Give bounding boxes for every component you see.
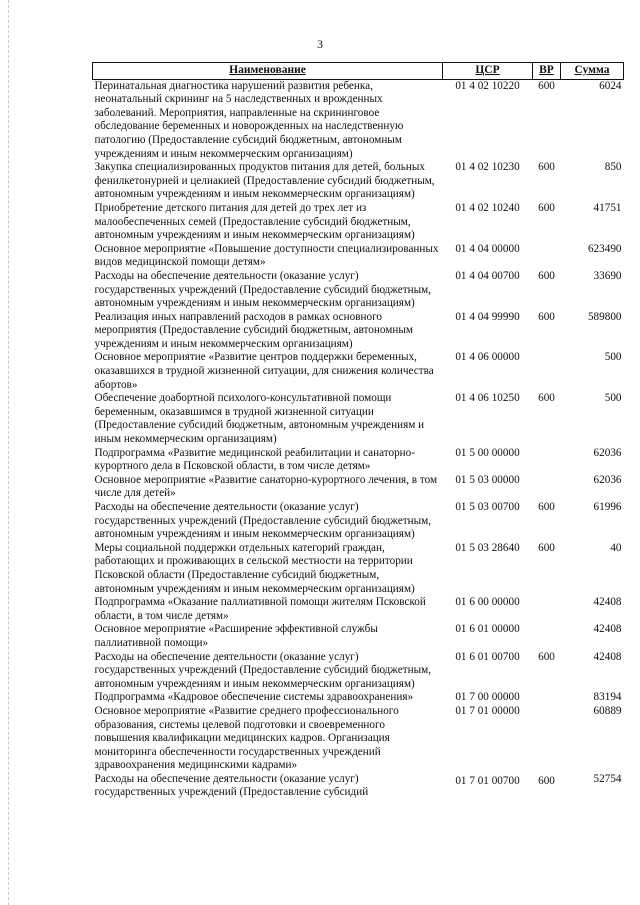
row-csr: 01 7 01 00000 bbox=[455, 704, 520, 717]
row-name: Реализация иных направлений расходов в рамках основного мероприятия (Предоставление субсидий бюджетным, автономным учреждениям и иным некоммерческим организациям) bbox=[94, 310, 413, 350]
row-vr bbox=[533, 243, 561, 270]
row-name: Меры социальной поддержки отдельных категорий граждан, работающих и проживающих в сельской местности на территории Псковской области (Предоставление субсидий бюджетным, автономным учреждениям и иным некоммерческим организациям) bbox=[94, 541, 415, 595]
table-row bbox=[93, 596, 624, 623]
row-name: Расходы на обеспечение деятельности (оказание услуг) государственных учреждений (Предоставление субсидий бюджетным, автономным учреждениям и иным некоммерческим организациям) bbox=[94, 269, 432, 310]
row-name: Основное мероприятие «Развитие центров поддержки беременных, оказавшихся в трудной жизненной ситуации, для снижения количества абортов» bbox=[94, 351, 434, 391]
header-name: Наименование bbox=[93, 63, 443, 80]
row-csr: 01 4 04 00700 bbox=[455, 269, 520, 282]
row-sum: 40 bbox=[610, 541, 622, 554]
table-row bbox=[93, 79, 624, 161]
table-body bbox=[93, 79, 624, 800]
table-row bbox=[93, 161, 624, 202]
row-csr: 01 5 00 00000 bbox=[455, 446, 520, 459]
row-vr bbox=[533, 474, 561, 501]
row-sum: 42408 bbox=[593, 623, 622, 636]
row-csr: 01 6 01 00700 bbox=[455, 650, 520, 663]
table-row bbox=[93, 623, 624, 650]
row-sum: 62036 bbox=[593, 446, 622, 459]
table-row bbox=[93, 311, 624, 352]
row-csr: 01 4 02 10230 bbox=[455, 161, 520, 174]
row-name: Основное мероприятие «Расширение эффективной службы паллиативной помощи» bbox=[94, 623, 378, 649]
row-vr: 600 bbox=[538, 392, 555, 405]
row-csr: 01 6 00 00000 bbox=[455, 596, 520, 609]
row-name: Перинатальная диагностика нарушений развития ребенка, неонатальный скрининг на 5 наследственных и врожденных заболеваний. Мероприятия, направленные на скрининговое обследование беременных и новорожденных на наследственную патологию (Предоставление субсидий бюджетным, автономным учреждениям и иным некоммерческим организациям) bbox=[94, 79, 404, 160]
row-sum: 52754 bbox=[593, 772, 622, 785]
table-row bbox=[93, 691, 624, 705]
row-name: Обеспечение доабортной психолого-консультативной помощи беременным, оказавшимся в трудной жизненной ситуации (Предоставление субсидий бюджетным, автономным учреждениям и иным некоммерческим организациям) bbox=[94, 392, 425, 446]
row-vr: 600 bbox=[538, 161, 555, 174]
row-vr: 600 bbox=[538, 79, 555, 92]
row-vr: 600 bbox=[538, 650, 555, 663]
row-vr: 600 bbox=[538, 774, 555, 787]
table-row bbox=[93, 351, 624, 392]
row-vr bbox=[533, 705, 561, 773]
row-csr: 01 4 02 10220 bbox=[455, 79, 520, 92]
table-row bbox=[93, 447, 624, 474]
row-sum: 850 bbox=[604, 161, 622, 174]
row-name: Подпрограмма «Развитие медицинской реабилитации и санаторно-курортного дела в Псковской области, в том числе детям» bbox=[94, 446, 415, 473]
row-sum: 62036 bbox=[593, 473, 622, 486]
row-sum: 42408 bbox=[593, 596, 622, 609]
row-name: Приобретение детского питания для детей до трех лет из малообеспеченных семей (Предоставление субсидий бюджетным, автономным учреждениям и иным некоммерческим организациям) bbox=[94, 201, 415, 242]
row-name: Расходы на обеспечение деятельности (оказание услуг) государственных учреждений (Предоставление субсидий bbox=[94, 772, 369, 799]
row-csr: 01 4 04 99990 bbox=[455, 310, 520, 323]
row-sum: 42408 bbox=[593, 650, 622, 663]
row-vr: 600 bbox=[538, 541, 555, 554]
table-row bbox=[93, 270, 624, 311]
row-name: Основное мероприятие «Развитие среднего профессионального образования, системы целевой подготовки и своевременного повышения квалификации медицинских кадров. Организация мониторинга обеспеченности государственных учреждений здравоохранения медицинскими кадрами» bbox=[94, 704, 399, 772]
row-csr: 01 4 06 00000 bbox=[455, 351, 520, 364]
table-row bbox=[93, 474, 624, 501]
row-name: Основное мероприятие «Повышение доступности специализированных видов медицинской помощи детям» bbox=[94, 242, 439, 269]
row-vr: 600 bbox=[538, 201, 555, 214]
scan-edge-line bbox=[8, 0, 10, 905]
row-sum: 83194 bbox=[593, 691, 622, 704]
row-csr: 01 7 01 00700 bbox=[455, 774, 520, 787]
row-sum: 61996 bbox=[593, 501, 622, 513]
budget-table bbox=[92, 62, 624, 800]
table-header-row bbox=[93, 63, 624, 80]
table-row bbox=[93, 501, 624, 542]
row-csr: 01 5 03 00000 bbox=[455, 473, 520, 486]
header-sum: Сумма bbox=[561, 63, 624, 80]
row-sum: 623490 bbox=[587, 242, 622, 255]
row-vr: 600 bbox=[538, 310, 555, 323]
row-csr: 01 4 06 10250 bbox=[455, 392, 520, 405]
table-row bbox=[93, 705, 624, 773]
row-sum: 500 bbox=[604, 392, 622, 405]
row-vr bbox=[533, 623, 561, 650]
row-sum: 6024 bbox=[599, 79, 622, 92]
table-row bbox=[93, 773, 624, 800]
row-csr: 01 5 03 00700 bbox=[455, 501, 520, 513]
page-number: 3 bbox=[317, 37, 323, 51]
header-csr: ЦСР bbox=[443, 63, 533, 80]
row-name: Подпрограмма «Кадровое обеспечение системы здравоохранения» bbox=[94, 691, 414, 704]
row-sum: 60889 bbox=[593, 704, 622, 717]
row-csr: 01 6 01 00000 bbox=[455, 623, 520, 636]
row-vr: 600 bbox=[538, 501, 555, 513]
row-name: Расходы на обеспечение деятельности (оказание услуг) государственных учреждений (Предоставление субсидий бюджетным, автономным учреждениям и иным некоммерческим организациям) bbox=[94, 650, 432, 690]
row-name: Закупка специализированных продуктов питания для детей, больных фенилкетонурией и целиакией (Предоставление субсидий бюджетным, автономным учреждениям и иным некоммерческим организациям) bbox=[94, 161, 435, 201]
row-sum: 33690 bbox=[593, 269, 622, 282]
row-vr bbox=[533, 447, 561, 474]
row-name: Основное мероприятие «Развитие санаторно-курортного лечения, в том числе для детей» bbox=[94, 473, 438, 500]
table-row bbox=[93, 243, 624, 270]
row-csr: 01 4 04 00000 bbox=[455, 242, 520, 255]
row-csr: 01 5 03 28640 bbox=[455, 541, 520, 554]
row-vr bbox=[533, 691, 561, 705]
row-vr bbox=[533, 596, 561, 623]
row-sum: 500 bbox=[604, 351, 622, 364]
row-vr bbox=[533, 351, 561, 392]
table-row bbox=[93, 392, 624, 446]
row-sum: 41751 bbox=[593, 201, 622, 214]
header-vr: ВР bbox=[533, 63, 561, 80]
row-csr: 01 7 00 00000 bbox=[455, 691, 520, 704]
row-vr: 600 bbox=[538, 269, 555, 282]
row-sum: 589800 bbox=[587, 310, 622, 323]
row-name: Подпрограмма «Оказание паллиативной помощи жителям Псковской области, в том числе детям» bbox=[94, 596, 426, 622]
row-name: Расходы на обеспечение деятельности (оказание услуг) государственных учреждений (Предоставление субсидий бюджетным, автономным учреждениям и иным некоммерческим организациям) bbox=[94, 501, 432, 541]
table-row bbox=[93, 651, 624, 692]
table-row bbox=[93, 202, 624, 243]
row-csr: 01 4 02 10240 bbox=[455, 201, 520, 214]
table-row bbox=[93, 542, 624, 596]
